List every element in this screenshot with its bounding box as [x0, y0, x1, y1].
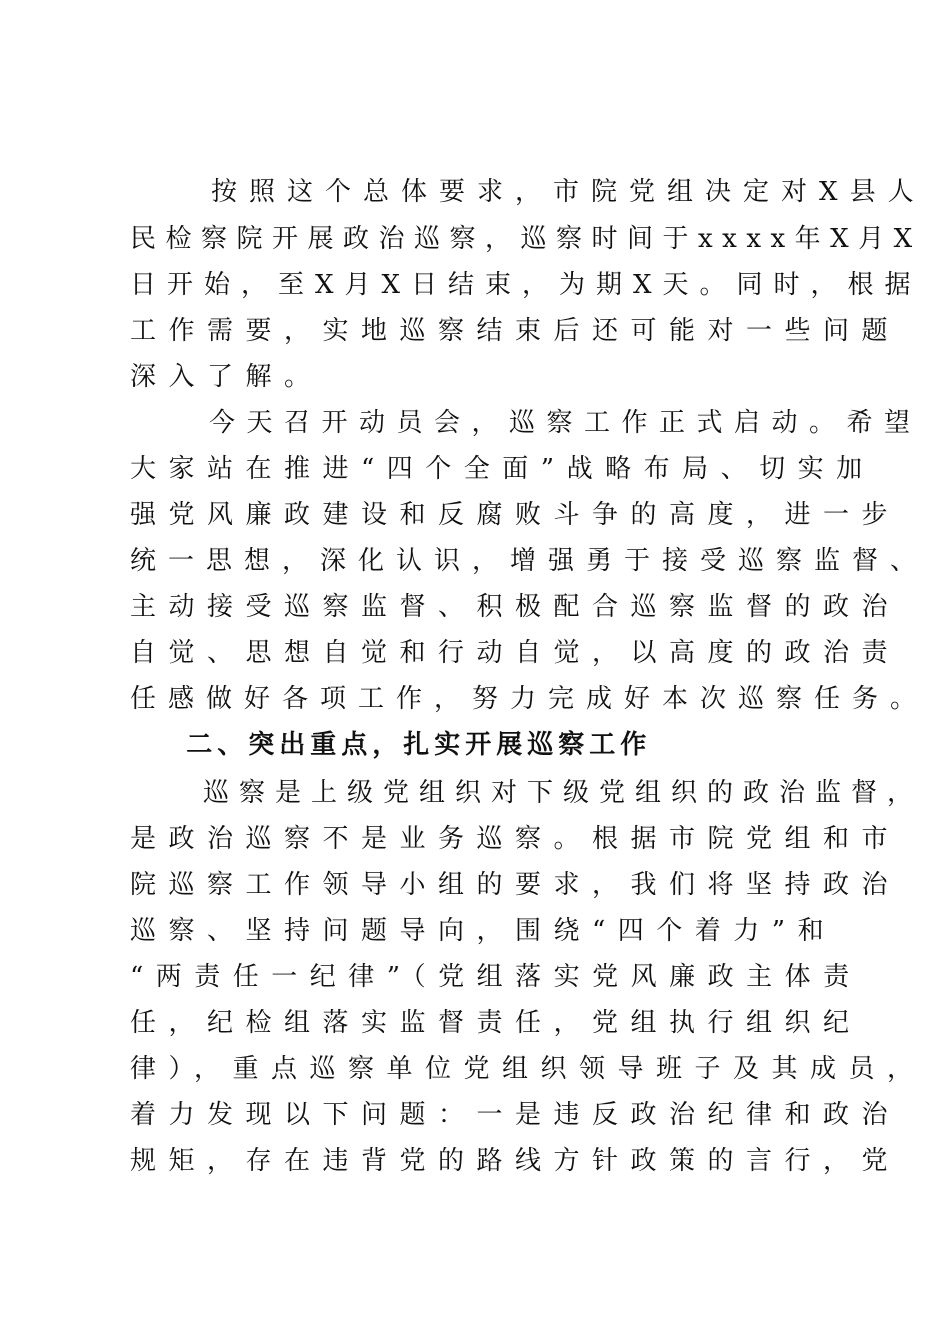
text-line: 大家站在推进“四个全面”战略布局、切实加: [130, 454, 875, 484]
text-line: 任，纪检组落实监督责任，党组执行组织纪: [130, 1008, 862, 1038]
text-line: 主动接受巡察监督、积极配合巡察监督的政治: [130, 592, 901, 622]
text-line: 是政治巡察不是业务巡察。根据市院党组和市: [130, 824, 901, 854]
text-line: 院巡察工作领导小组的要求，我们将坚持政治: [130, 870, 901, 900]
text-line: 巡察、坚持问题导向，围绕“四个着力”和: [130, 916, 837, 946]
text-line: 今天召开动员会，巡察工作正式启动。希望: [130, 408, 922, 438]
text-line: 强党风廉政建设和反腐败斗争的高度，进一步: [130, 500, 901, 530]
text-line: 按照这个总体要求，市院党组决定对X县人: [130, 177, 926, 207]
text-line: “两责任一纪律”（党组落实党风廉政主体责: [130, 962, 862, 992]
text-line: 任感做好各项工作，努力完成好本次巡察任务。: [130, 684, 929, 714]
text-line: 规矩，存在违背党的路线方针政策的言行，党: [130, 1146, 901, 1176]
text-line: 民检察院开展政治巡察，巡察时间于xxxx年X月X: [130, 224, 922, 254]
text-line: 日开始，至X月X日结束，为期X天。同时，根据: [130, 270, 922, 300]
text-line: 着力发现以下问题：一是违反政治纪律和政治: [130, 1100, 901, 1130]
text-line: 深入了解。: [130, 362, 323, 392]
text-line: 律），重点巡察单位党组织领导班子及其成员，: [130, 1054, 926, 1084]
text-line: 巡察是上级党组织对下级党组织的政治监督，: [130, 778, 924, 808]
text-line: 自觉、思想自觉和行动自觉，以高度的政治责: [130, 638, 901, 668]
section-heading: 二、突出重点，扎实开展巡察工作: [130, 730, 652, 760]
text-line: 统一思想，深化认识，增强勇于接受巡察监督、: [130, 546, 929, 576]
text-line: 工作需要，实地巡察结束后还可能对一些问题: [130, 316, 901, 346]
